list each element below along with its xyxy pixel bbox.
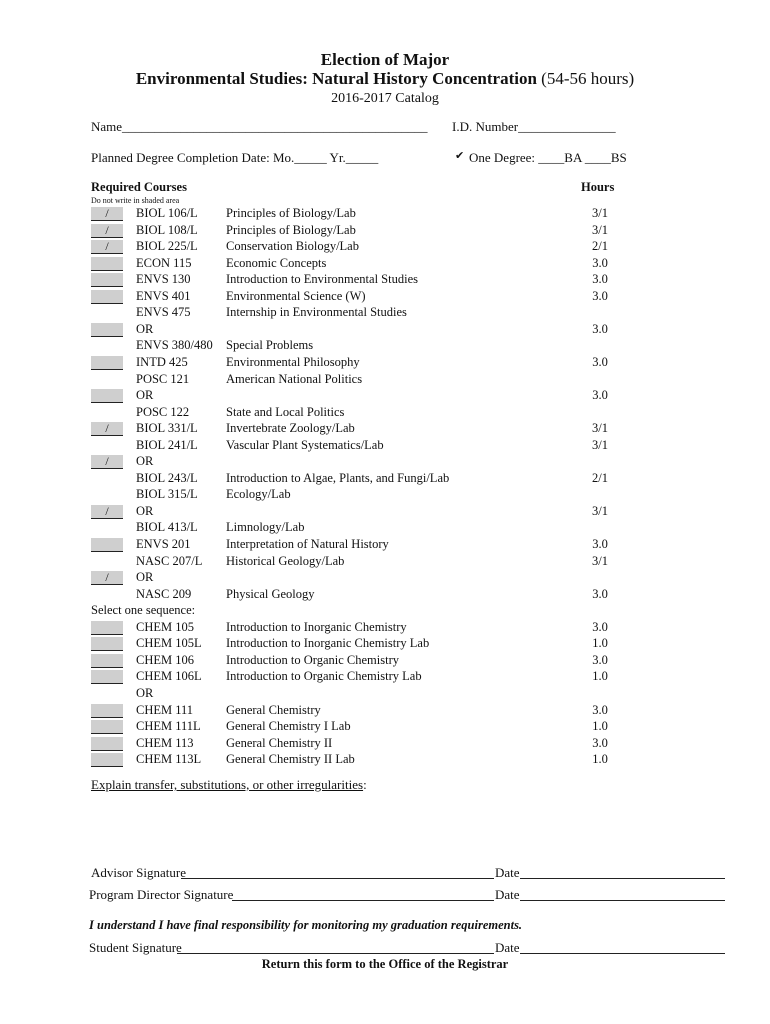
course-title: General Chemistry — [226, 702, 321, 717]
course-title: Conservation Biology/Lab — [226, 239, 359, 254]
irregularities-text: Explain transfer, substitutions, or other irregularities — [91, 777, 364, 792]
course-code: CHEM 105L — [136, 636, 202, 651]
course-hours: 3.0 — [592, 537, 608, 551]
course-hours: 2/1 — [592, 239, 608, 254]
course-title: Introduction to Algae, Plants, and Fungi/Lab — [226, 470, 450, 485]
shaded-box: / — [91, 422, 123, 436]
advisor-signature-label: Advisor Signature — [91, 865, 186, 880]
course-hours: 3.0 — [592, 272, 608, 287]
student-signature-line[interactable] — [177, 953, 494, 954]
course-code: BIOL 106/L — [136, 206, 198, 220]
course-code: CHEM 111L — [136, 719, 201, 734]
course-title: Interpretation of Natural History — [226, 537, 389, 551]
course-title: Introduction to Inorganic Chemistry Lab — [226, 636, 430, 651]
course-code: CHEM 113 — [136, 735, 194, 750]
shaded-box: / — [91, 571, 123, 585]
course-code: POSC 121 — [136, 371, 190, 386]
course-code: ENVS 380/480 — [136, 338, 213, 353]
course-code: OR — [136, 321, 154, 336]
course-code: OR — [136, 454, 154, 469]
course-code: BIOL 108/L — [136, 222, 198, 237]
shaded-box — [91, 290, 123, 304]
course-hours: 3/1 — [592, 206, 608, 220]
course-title: Introduction to Organic Chemistry Lab — [226, 669, 422, 684]
shaded-box: / — [91, 240, 123, 254]
course-title: Vascular Plant Systematics/Lab — [226, 437, 384, 452]
director-signature-line[interactable] — [232, 900, 494, 901]
shaded-box — [91, 538, 123, 552]
course-code: BIOL 243/L — [136, 470, 198, 485]
shaded-box — [91, 720, 123, 734]
course-code: BIOL 225/L — [136, 239, 198, 254]
irregularities-label — [91, 777, 367, 793]
course-title: Internship in Environmental Studies — [226, 305, 407, 320]
director-signature-label: Program Director Signature — [89, 887, 234, 902]
director-date-label: Date — [495, 887, 520, 902]
shaded-box — [91, 737, 123, 751]
course-hours: 3/1 — [592, 421, 608, 436]
required-courses-heading: Required Courses — [91, 180, 187, 194]
shaded-box — [91, 637, 123, 651]
course-hours: 3.0 — [592, 255, 608, 270]
course-hours: 3.0 — [592, 321, 608, 336]
form-subtitle — [0, 69, 770, 89]
shaded-box — [91, 323, 123, 337]
id-number-field[interactable]: I.D. Number_______________ — [452, 119, 616, 134]
course-code: CHEM 111 — [136, 702, 194, 717]
course-code: BIOL 413/L — [136, 520, 198, 535]
shaded-box: / — [91, 455, 123, 469]
responsibility-statement: I understand I have final responsibility for monitoring my graduation requirements. — [89, 918, 523, 932]
shaded-box — [91, 257, 123, 271]
course-title: General Chemistry II Lab — [226, 752, 355, 767]
course-title: Ecology/Lab — [226, 487, 291, 502]
course-code: CHEM 106L — [136, 669, 202, 684]
shaded-box — [91, 356, 123, 370]
course-code: POSC 122 — [136, 404, 190, 419]
course-title: Special Problems — [226, 338, 314, 353]
shaded-box — [91, 621, 123, 635]
irregularities-colon: : — [363, 777, 367, 792]
completion-date-field[interactable]: Planned Degree Completion Date: Mo._____ Yr._____ — [91, 150, 379, 165]
course-hours: 3.0 — [592, 735, 608, 750]
course-hours: 2/1 — [592, 470, 608, 485]
course-title: General Chemistry II — [226, 735, 333, 750]
course-code: NASC 207/L — [136, 553, 203, 568]
course-code: CHEM 106 — [136, 652, 194, 667]
course-code: OR — [136, 388, 154, 403]
course-hours: 1.0 — [592, 752, 608, 767]
course-hours: 3.0 — [592, 354, 608, 369]
course-title: American National Politics — [226, 371, 363, 386]
course-hours: 3/1 — [592, 222, 608, 237]
course-code: ENVS 401 — [136, 288, 191, 303]
course-title: Introduction to Environmental Studies — [226, 272, 418, 287]
hours-heading: Hours — [581, 180, 615, 194]
course-title: Introduction to Inorganic Chemistry — [226, 619, 407, 634]
catalog-year: 2016-2017 Catalog — [331, 91, 439, 106]
course-hours: 3.0 — [592, 652, 608, 667]
shaded-box: / — [91, 207, 123, 221]
course-code: BIOL 241/L — [136, 437, 198, 452]
degree-field[interactable]: One Degree: ____BA ____BS — [469, 150, 627, 165]
checkmark-icon: ✔ — [455, 150, 465, 162]
advisor-date-label: Date — [495, 865, 520, 880]
shaded-box — [91, 389, 123, 403]
course-code: OR — [136, 503, 154, 518]
form-title: Election of Major — [320, 50, 450, 69]
concentration-name: Environmental Studies: Natural History Concentration — [135, 69, 537, 88]
shaded-box — [91, 670, 123, 684]
name-field[interactable]: Name_______________________________________________ — [91, 119, 428, 134]
course-title: Economic Concepts — [226, 255, 327, 270]
course-hours: 3.0 — [592, 288, 608, 303]
course-title: Invertebrate Zoology/Lab — [226, 421, 355, 436]
shaded-box — [91, 753, 123, 767]
course-hours: 3/1 — [592, 503, 608, 518]
course-code: BIOL 331/L — [136, 421, 198, 436]
course-code: CHEM 105 — [136, 619, 194, 634]
advisor-date-line[interactable] — [520, 878, 725, 879]
course-hours: 3.0 — [592, 702, 608, 717]
shaded-box — [91, 273, 123, 287]
course-code: INTD 425 — [136, 354, 188, 369]
course-title: Introduction to Organic Chemistry — [226, 652, 400, 667]
course-hours: 3/1 — [592, 437, 608, 452]
shaded-box — [91, 654, 123, 668]
course-code: OR — [136, 570, 154, 585]
course-code: ENVS 201 — [136, 537, 191, 551]
course-code: ENVS 475 — [136, 305, 191, 320]
course-code: OR — [136, 685, 154, 700]
course-hours: 1.0 — [592, 719, 608, 734]
course-hours: 3.0 — [592, 619, 608, 634]
shaded-area-note: Do not write in shaded area — [91, 196, 180, 205]
course-title: General Chemistry I Lab — [226, 719, 351, 734]
course-hours: 3.0 — [592, 586, 608, 601]
course-hours: 1.0 — [592, 669, 608, 684]
course-code: ENVS 130 — [136, 272, 191, 287]
sequence-heading: Select one sequence: — [91, 603, 196, 618]
course-title: Environmental Philosophy — [226, 354, 360, 369]
course-code: BIOL 315/L — [136, 487, 198, 502]
course-title: Physical Geology — [226, 586, 315, 601]
course-code: ECON 115 — [136, 255, 192, 270]
shaded-box — [91, 704, 123, 718]
shaded-box: / — [91, 505, 123, 519]
course-title: Limnology/Lab — [226, 520, 305, 535]
return-instructions: Return this form to the Office of the Registrar — [261, 957, 509, 971]
course-code: NASC 209 — [136, 586, 192, 601]
course-hours: 3.0 — [592, 388, 608, 403]
student-date-label: Date — [495, 940, 520, 955]
shaded-box: / — [91, 224, 123, 238]
credit-hours-range: (54-56 hours) — [536, 69, 635, 88]
director-date-line[interactable] — [520, 900, 725, 901]
course-title: Principles of Biology/Lab — [226, 222, 356, 237]
course-code: CHEM 113L — [136, 752, 202, 767]
course-title: Environmental Science (W) — [226, 288, 366, 303]
course-hours: 3/1 — [592, 553, 608, 568]
student-signature-label: Student Signature — [89, 940, 182, 955]
course-title: Principles of Biology/Lab — [226, 206, 356, 220]
course-hours: 1.0 — [592, 636, 608, 651]
course-title: Historical Geology/Lab — [226, 553, 345, 568]
student-date-line[interactable] — [520, 953, 725, 954]
advisor-signature-line[interactable] — [181, 878, 494, 879]
course-title: State and Local Politics — [226, 404, 345, 419]
